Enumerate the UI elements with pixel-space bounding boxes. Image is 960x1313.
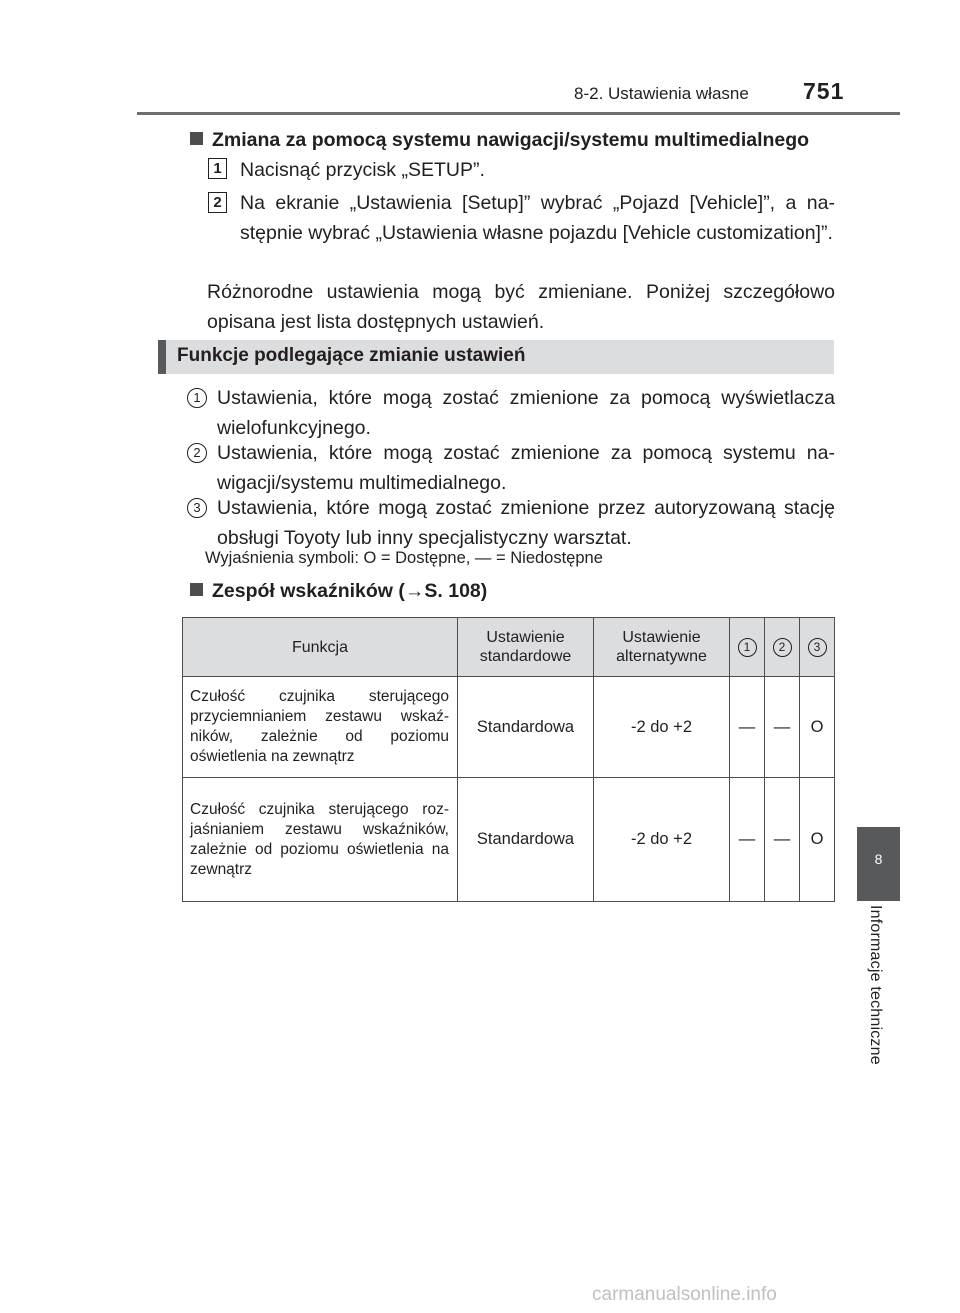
cell-col-1: — <box>730 778 765 902</box>
cell-alternative: -2 do +2 <box>594 677 730 778</box>
indicator-heading-prefix: Zespół wskaźników ( <box>212 580 405 602</box>
circled-number-icon: 3 <box>187 498 207 518</box>
cell-col-3: O <box>800 677 835 778</box>
table-row <box>183 677 835 778</box>
table-header-row <box>183 618 835 677</box>
cell-default: Standardowa <box>458 677 594 778</box>
symbol-legend: Wyjaśnienia symboli: O = Dostępne, — = Niedostępne <box>205 549 603 567</box>
header-rule <box>137 112 900 115</box>
section-band-marker <box>158 340 166 374</box>
page-number: 751 <box>803 78 845 104</box>
page-reference: S. 108) <box>424 580 488 602</box>
section-band <box>158 340 834 374</box>
cell-col-3: O <box>800 778 835 902</box>
feature-item-text: Ustawienia, które mogą zostać zmienione za pomocą wyświetlacza wielofunkcyjnego. <box>217 387 835 439</box>
header-alternative: Ustawienie alternatywne <box>594 618 730 677</box>
chapter-tab <box>857 827 900 901</box>
nav-note: Różnorodne ustawienia mogą być zmieniane. Poniżej szczegółowo opisana jest lista dostępnych ustawień. <box>207 281 835 333</box>
cell-alternative: -2 do +2 <box>594 778 730 902</box>
header-col-1 <box>730 618 765 677</box>
header-col-2 <box>765 618 800 677</box>
circled-number-icon: 1 <box>187 388 207 408</box>
circled-number-icon: 3 <box>808 638 827 657</box>
section-header: 8-2. Ustawienia własne <box>574 84 749 103</box>
chapter-title: Informacje techniczne <box>867 905 884 1065</box>
cell-col-2: — <box>765 778 800 902</box>
square-bullet-icon <box>190 583 203 596</box>
header-default: Ustawienie standardowe <box>458 618 594 677</box>
cell-function: Czułość czujnika sterującego przyciemnianiem zestawu wskaźników, zależnie od poziomu oświetlenia na zewnątrz <box>183 677 458 778</box>
feature-item-text: Ustawienia, które mogą zostać zmienione przez autoryzowaną stację obsługi Toyoty lub inny specjalistyczny warsztat. <box>217 497 835 549</box>
step-text: Na ekranie „Ustawienia [Setup]” wybrać „Pojazd [Vehicle]”, a następnie wybrać „Ustawienia własne pojazdu [Vehicle customization]”. <box>240 192 835 244</box>
settings-table <box>182 617 835 902</box>
circled-number-icon: 2 <box>773 638 792 657</box>
nav-heading <box>190 129 809 152</box>
circled-number-icon: 2 <box>187 443 207 463</box>
nav-heading-text: Zmiana za pomocą systemu nawigacji/systemu multimedialnego <box>212 129 810 151</box>
cell-col-1: — <box>730 677 765 778</box>
step-number-box: 1 <box>208 158 227 179</box>
cell-default: Standardowa <box>458 778 594 902</box>
section-title: Funkcje podlegające zmianie ustawień <box>177 345 526 366</box>
arrow-right-icon: → <box>404 580 425 602</box>
header-col-3 <box>800 618 835 677</box>
table-row <box>183 778 835 902</box>
cell-col-2: — <box>765 677 800 778</box>
circled-number-icon: 1 <box>738 638 757 657</box>
header-function: Funkcja <box>183 618 458 677</box>
indicator-heading <box>190 580 487 603</box>
chapter-number: 8 <box>874 851 883 867</box>
step-number-box: 2 <box>208 192 227 213</box>
cell-function: Czułość czujnika sterującego rozjaśnianiem zestawu wskaźników, zależnie od poziomu oświetlenia na zewnątrz <box>183 778 458 902</box>
feature-item-text: Ustawienia, które mogą zostać zmienione za pomocą systemu nawigacji/systemu multimedialnego. <box>217 442 835 494</box>
square-bullet-icon <box>190 132 203 145</box>
watermark: carmanualsonline.info <box>592 1284 777 1305</box>
step-text: Nacisnąć przycisk „SETUP”. <box>240 159 485 181</box>
